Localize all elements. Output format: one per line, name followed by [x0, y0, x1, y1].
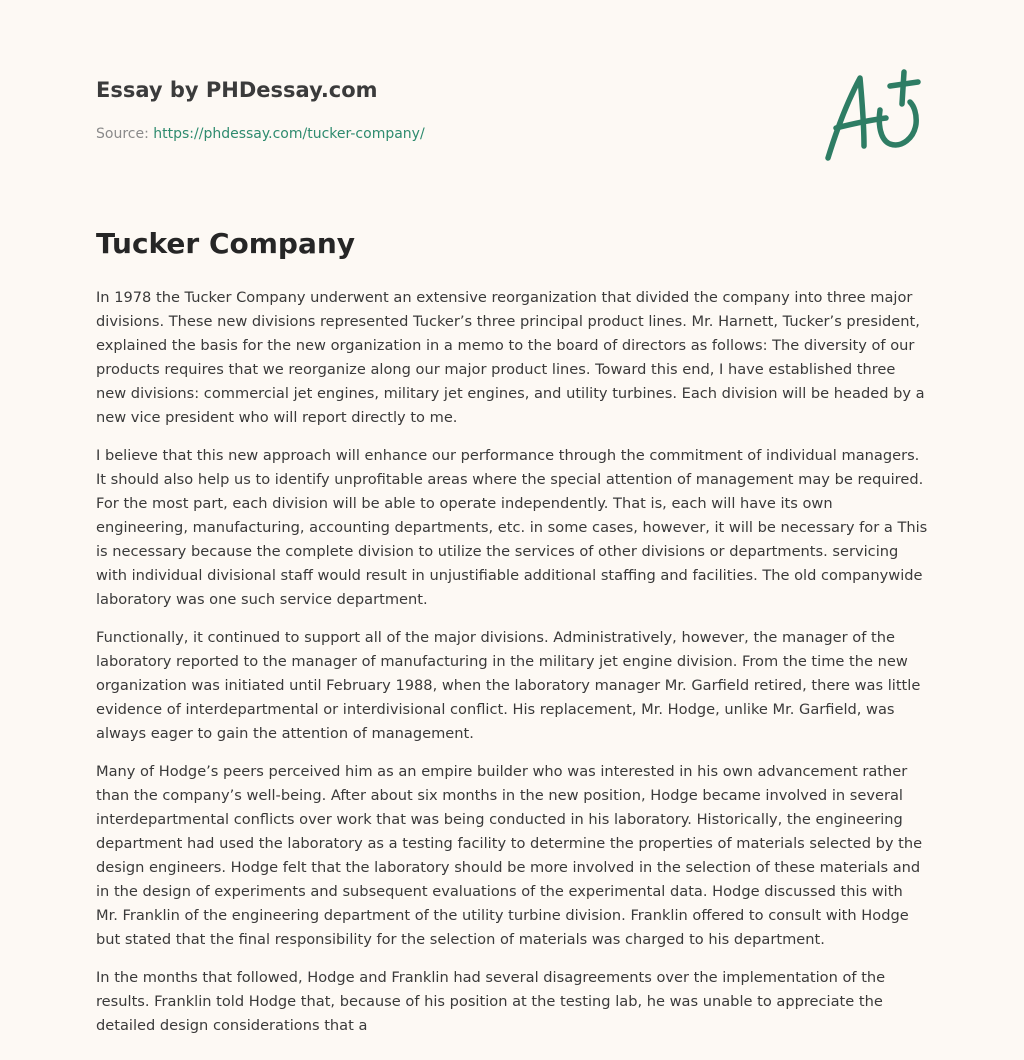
a-plus-grade-icon — [822, 66, 928, 166]
essay-paragraph: In 1978 the Tucker Company underwent an extensive reorganization that divided the company into three major divisions. These new divisions represented Tucker’s three principal product lines. Mr. Harnett, Tucker’s president, explained the basis for the new organization in a memo to the board of directors as follows: The diversity of our products requires that we reorganize along our major product lines. Toward this end, I have established three new divisions: commercial jet engines, military jet engines, and utility turbines. Each division will be headed by a new vice president who will report directly to me. — [96, 289, 925, 426]
site-title: Essay by PHDessay.com — [96, 78, 378, 102]
source-label: Source: — [96, 126, 154, 142]
essay-paragraph: I believe that this new approach will enhance our performance through the commitment of individual managers. It should also help us to identify unprofitable areas where the special attention of management may be required. For the most part, each division will be able to operate independently. That is, each will have its own engineering, manufacturing, accounting departments, etc. in some cases, however, it will be necessary for a This is necessary because the complete division to utilize the services of other divisions or departments. servicing with individual divisional staff would result in unjustifiable additional staffing and facilities. The old companywide laboratory was one such service department. — [96, 447, 928, 608]
essay-paragraph: Many of Hodge’s peers perceived him as an empire builder who was interested in his own advancement rather than the company’s well-being. After about six months in the new position, Hodge became involved in several interdepartmental conflicts over work that was being conducted in his laboratory. Historically, the engineering department had used the laboratory as a testing facility to determine the properties of materials selected by the design engineers. Hodge felt that the laboratory should be more involved in the selection of these materials and in the design of experiments and subsequent evaluations of the experimental data. Hodge discussed this with Mr. Franklin of the engineering department of the utility turbine division. Franklin offered to consult with Hodge but stated that the final responsibility for the selection of materials was charged to his department. — [96, 763, 923, 948]
source-link[interactable]: https://phdessay.com/tucker-company/ — [153, 126, 425, 142]
essay-body — [96, 286, 928, 1052]
essay-title: Tucker Company — [96, 227, 356, 260]
source-line — [96, 124, 796, 144]
essay-paragraph: In the months that followed, Hodge and Franklin had several disagreements over the implementation of the results. Franklin told Hodge that, because of his position at the testing lab, he was unable to appreciate the detailed design considerations that a — [96, 969, 886, 1034]
essay-paragraph: Functionally, it continued to support all of the major divisions. Administratively, however, the manager of the laboratory reported to the manager of manufacturing in the military jet engine division. From the time the new organization was initiated until February 1988, when the laboratory manager Mr. Garfield retired, there was little evidence of interdepartmental or interdivisional conflict. His replacement, Mr. Hodge, unlike Mr. Garfield, was always eager to gain the attention of management. — [96, 629, 921, 742]
page-header — [96, 76, 796, 144]
